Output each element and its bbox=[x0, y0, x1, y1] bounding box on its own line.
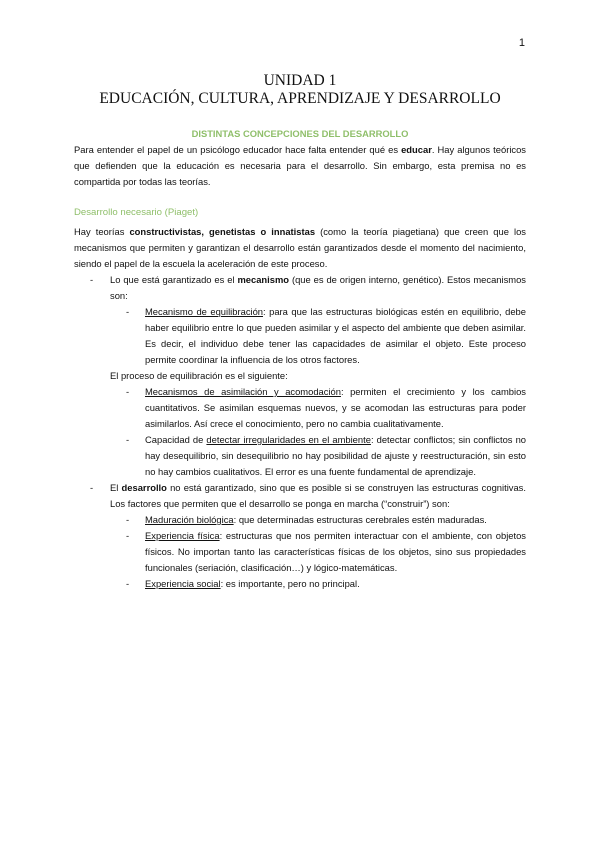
list-dash: - bbox=[90, 274, 94, 285]
section-intro: Para entender el papel de un psicólogo educador hace falta entender qué es educar. Hay algunos teóricos que defienden que la educación es necesaria para el desarrollo. Sin embargo, esta premisa no es compartida por todas las teorías. bbox=[74, 144, 526, 187]
sub-item-equilibracion: - Mecanismo de equilibración: para que las estructuras biológicas estén en equilibrio, debe haber equilibrio entre lo que pueden asimilar y el aspecto del ambiente que deben asimilar. Es decir, el individuo debe tener las capacidades de asimilar el objeto. Este proceso permite coordinar la influencia de los otros factores. bbox=[126, 306, 526, 365]
subsection-piaget bbox=[74, 205, 526, 592]
sub-item-asimilacion: - Mecanismos de asimilación y acomodación: permiten el crecimiento y los cambios cuantitativos. Se asimilan esquemas nuevos, y se acomodan las estructuras para poder asimilarlos. Así crece el conocimiento, pero no cambia cualitativamente. bbox=[126, 386, 526, 429]
subsection-heading: Desarrollo necesario (Piaget) bbox=[74, 207, 199, 218]
list-dash: - bbox=[126, 434, 130, 445]
page-number: 1 bbox=[518, 37, 525, 49]
list-dash: - bbox=[90, 482, 94, 493]
sub-item-experiencia-fisica: - Experiencia física: estructuras que nos permiten interactuar con el ambiente, con objetos físicos. No importan tanto las características físicas de los objetos, sino sus propiedades funcionales (seriación, clasificación…) y lógico-matemáticas. bbox=[126, 530, 526, 573]
list-dash: - bbox=[126, 578, 130, 589]
paragraph-teorias: Hay teorías constructivistas, genetistas o innatistas (como la teoría piagetiana) que creen que los mecanismos que permiten y garantizan el desarrollo están garantizados desde el momento del nacimiento, siendo el papel de la escuela la aceleración de este proceso. bbox=[74, 226, 526, 269]
sub-item-irregularidades: - Capacidad de detectar irregularidades en el ambiente: detectar conflictos; sin conflictos no hay desequilibrio, sin desequilibrio no hay posibilidad de ajuste y reestructuración, sin esto no hay cambios cualitativos. El error es una fuente fundamental de aprendizaje. bbox=[126, 434, 526, 477]
sub-item-maduracion: - Maduración biológica: que determinadas estructuras cerebrales estén maduradas. bbox=[74, 512, 526, 528]
list-item-mecanismo: - Lo que está garantizado es el mecanismo (que es de origen interno, genético). Estos mecanismos son: bbox=[90, 274, 526, 301]
title-line-2: EDUCACIÓN, CULTURA, APRENDIZAJE Y DESARROLLO bbox=[99, 90, 501, 107]
list-item-desarrollo: - El desarrollo no está garantizado, sino que es posible si se construyen las estructuras cognitivas. Los factores que permiten que el desarrollo se ponga en marcha (“construir”) son: bbox=[90, 482, 526, 509]
document-title bbox=[0, 72, 600, 108]
list-dash: - bbox=[126, 386, 130, 397]
list-dash: - bbox=[126, 514, 130, 525]
list-dash: - bbox=[126, 306, 130, 317]
section-heading: DISTINTAS CONCEPCIONES DEL DESARROLLO bbox=[191, 128, 409, 139]
educar-bold: educar bbox=[401, 144, 432, 155]
sub-item-experiencia-social: - Experiencia social: es importante, pero no principal. bbox=[74, 576, 526, 592]
list-dash: - bbox=[126, 530, 130, 541]
section-concepciones bbox=[74, 126, 526, 190]
equilibration-intro: El proceso de equilibración es el siguiente: bbox=[110, 370, 288, 381]
title-line-1: UNIDAD 1 bbox=[263, 72, 337, 89]
